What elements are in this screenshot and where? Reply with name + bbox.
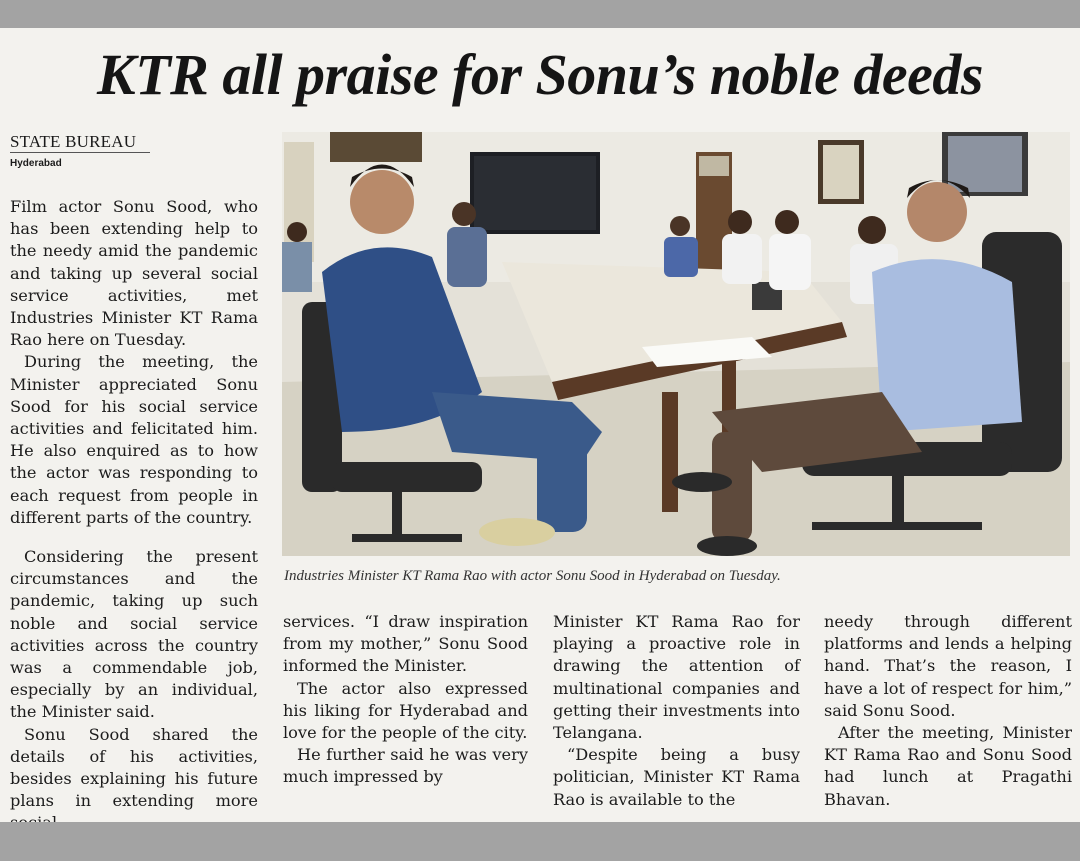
column-2 [283, 611, 528, 789]
news-photo [282, 132, 1070, 556]
headline: KTR all praise for Sonu’s noble deeds [97, 42, 983, 107]
paragraph: He further said he was very much impressed by [283, 745, 528, 787]
column-3 [553, 611, 800, 811]
paragraph: Minister KT Rama Rao for playing a proactive role in drawing the attention of multinational companies and getting their investments into Telangana. [553, 612, 800, 743]
paragraph: During the meeting, the Minister appreciated Sonu Sood for his social service activities and felicitated him. He also enquired as to how the actor was responding to each request from people in different parts of the country. [10, 352, 258, 527]
byline-rule [10, 152, 150, 153]
byline: STATE BUREAU [10, 132, 137, 151]
column-1 [10, 196, 258, 529]
paragraph: “Despite being a busy politician, Minister KT Rama Rao is available to the [553, 745, 800, 809]
bottom-frame-bar [0, 822, 1080, 861]
newspaper-clipping [0, 28, 1080, 822]
dateline: Hyderabad [10, 158, 62, 169]
top-frame-bar [0, 0, 1080, 28]
paragraph: Film actor Sonu Sood, who has been extending help to the needy amid the pandemic and taking up several social service activities, met Industries Minister KT Rama Rao here on Tuesday. [10, 197, 258, 350]
paragraph: Sonu Sood shared the details of his activities, besides explaining his future plans in extending more [10, 724, 258, 811]
paragraph: After the meeting, Minister KT Rama Rao and Sonu Sood had lunch at Pragathi Bhavan. [824, 723, 1072, 809]
photo-caption: Industries Minister KT Rama Rao with actor Sonu Sood in Hyderabad on Tuesday. [284, 568, 781, 584]
column-4 [824, 611, 1072, 811]
paragraph: services. “I draw inspiration from my mother,” Sonu Sood informed the Minister. [283, 612, 528, 676]
paragraph: Considering the present circumstances and the pandemic, taking up such noble and social service activities across the country was a commendable job, especially by an individual, the Minister said. [10, 547, 258, 722]
paragraph: needy through different platforms and lends a helping hand. That’s the reason, I have a lot of respect for him,” said Sonu Sood. [824, 612, 1072, 720]
paragraph: The actor also expressed his liking for Hyderabad and love for the people of the city. [283, 678, 528, 743]
meeting-photo-illustration [282, 132, 1070, 556]
column-1-continued [10, 546, 258, 835]
